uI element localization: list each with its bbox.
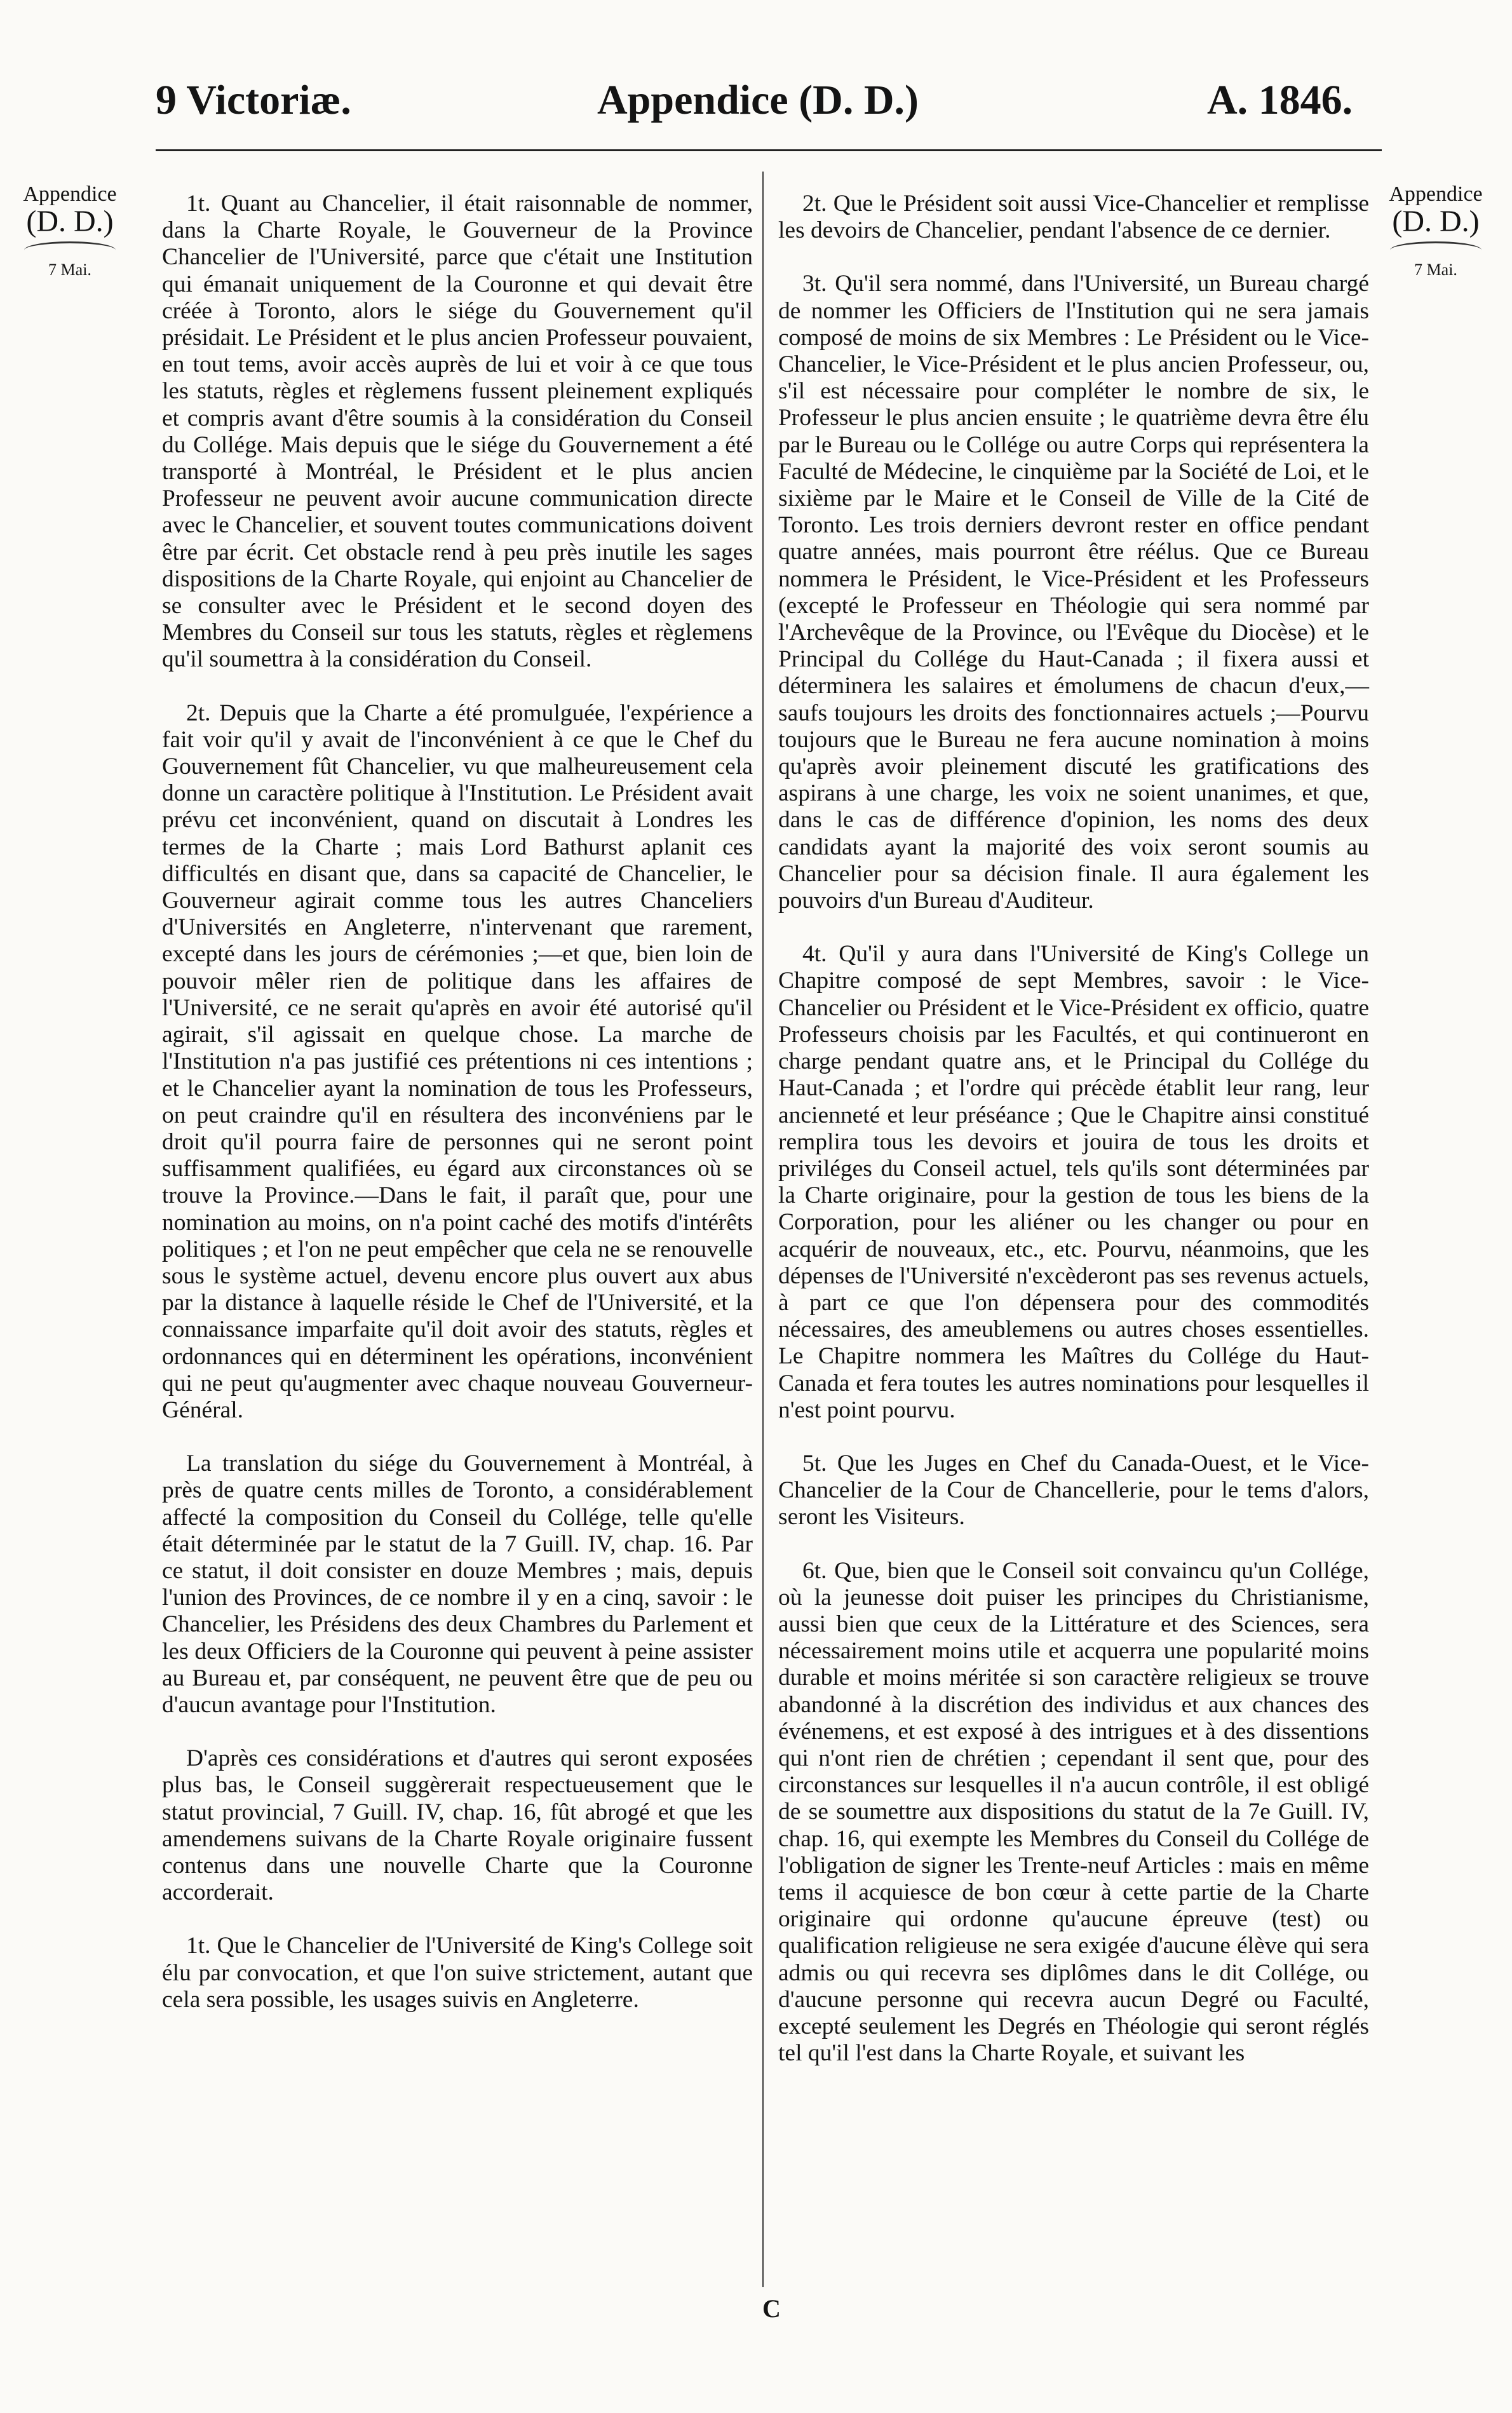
margin-note-right <box>1379 183 1493 278</box>
page-header <box>0 76 1512 146</box>
right-column <box>778 191 1369 2072</box>
header-year: A. 1846. <box>1207 77 1353 123</box>
margin-note-date: 7 Mai. <box>1414 260 1457 280</box>
margin-note-title: Appendice <box>23 182 117 206</box>
margin-note-code: (D. D.) <box>26 204 114 238</box>
paragraph: 2t. Que le Président soit aussi Vice-Chancelier et remplisse les devoirs de Chancelier, pendant l'absence de ce dernier. <box>778 191 1369 244</box>
margin-note-title: Appendice <box>1389 182 1483 206</box>
margin-brace <box>1390 241 1482 259</box>
paragraph: 4t. Qu'il y aura dans l'Université de King's College un Chapitre composé de sept Membres, savoir : le Vice-Chancelier ou Président et le Vice-Président ex officio, quatre Professeurs choisis par les Facultés, et qui continueront en charge pendant quatre ans, et le Principal du Collége du Haut-Canada ; et l'ordre qui précède établit leur rang, leur ancienneté et leur préséance ; Que le Chapitre ainsi constitué remplira tous les devoirs et jouira de tous les droits et priviléges du Conseil actuel, tels qu'ils sont déterminées par la Charte originaire, pour la gestion de tous les biens de la Corporation, pour les aliéner ou les changer ou pour en acquérir de nouveaux, etc., etc. Pourvu, néanmoins, que les dépenses de l'Université n'excèderont pas ses revenus actuels, à part ce que l'on dépensera pour des commodités nécessaires, des ameublemens ou autres choses essentielles. Le Chapitre nommera les Maîtres du Collége du Haut-Canada et fera toutes les autres nominations pour lesquelles il n'est point pourvu. <box>778 941 1369 1423</box>
paragraph: D'après ces considérations et d'autres qui seront exposées plus bas, le Conseil suggèrerait respectueusement que le statut provincial, 7 Guill. IV, chap. 16, fût abrogé et que les amendemens suivans de la Charte Royale originaire fussent contenus dans une nouvelle Charte que la Couronne accorderait. <box>162 1745 753 1906</box>
header-title: Appendice (D. D.) <box>597 77 919 123</box>
paragraph: 1t. Quant au Chancelier, il était raisonnable de nommer, dans la Charte Royale, le Gouverneur de la Province Chancelier de l'Université, parce que c'était une Institution qui émanait uniquement de la Couronne et qui devait être créée à Toronto, alors le siége du Gouvernement qu'il présidait. Le Président et le plus ancien Professeur pouvaient, en tout tems, avoir accès auprès de lui et voir à ce que tous les statuts, règles et règlemens fussent pleinement expliqués et compris avant d'être soumis à la considération du Conseil du Collége. Mais depuis que le siége du Gouvernement a été transporté à Montréal, le Président et le plus ancien Professeur ne peuvent avoir aucune communication directe avec le Chancelier, et souvent toutes communications doivent être par écrit. Cet obstacle rend à peu près inutile les sages dispositions de la Charte Royale, qui enjoint au Chancelier de se consulter avec le Président et le second doyen des Membres du Conseil sur tous les statuts, règles et règlemens qu'il soumettra à la considération du Conseil. <box>162 191 753 673</box>
margin-note-left <box>13 183 127 278</box>
paragraph: 6t. Que, bien que le Conseil soit convaincu qu'un Collége, où la jeunesse doit puiser les principes du Christianisme, aussi bien que ceux de la Littérature et des Sciences, sera nécessairement moins utile et acquerra une popularité moins durable et moins méritée si son caractère religieux se trouve abandonné à la discrétion des individus et aux chances des événemens, et est exposé à des intrigues et à des dissentions qui n'ont rien de chrétien ; cependant il sent que, pour des circonstances sur lesquelles il n'a aucun contrôle, il est obligé de se soumettre aux dispositions du statut de la 7e Guill. IV, chap. 16, qui exempte les Membres du Conseil du Collége de l'obligation de signer les Trente-neuf Articles : mais en même tems il acquiesce de bon cœur à cette partie de la Charte originaire qui ordonne qu'aucune épreuve (test) ou qualification religieuse ne sera exigée d'aucune élève qui sera admis ou qui recevra ses diplômes dans le dit Collége, ou d'aucune personne qui recevra aucun Degré ou Faculté, excepté seulement les Degrés en Théologie qui seront réglés tel qu'il l'est dans la Charte Royale, et suivant les <box>778 1557 1369 2067</box>
header-session: 9 Victoriæ. <box>156 77 351 123</box>
paragraph: 5t. Que les Juges en Chef du Canada-Ouest, et le Vice-Chancelier de la Cour de Chancellerie, pour le tems d'alors, seront les Visiteurs. <box>778 1450 1369 1531</box>
header-rule <box>156 149 1382 151</box>
paragraph: 3t. Qu'il sera nommé, dans l'Université, un Bureau chargé de nommer les Officiers de l'Institution qui ne sera jamais composé de moins de six Membres : Le Président ou le Vice-Chancelier, le Vice-Président et le plus ancien Professeur, ou, s'il est nécessaire pour compléter le nombre de six, le Professeur le plus ancien ensuite ; le quatrième devra être élu par le Bureau ou le Collége ou autre Corps qui représentera la Faculté de Médecine, le cinquième par la Société de Loi, et le sixième par le Maire et le Conseil de Ville de la Cité de Toronto. Les trois derniers devront rester en office pendant quatre années, mais pourront être réélus. Que ce Bureau nommera le Président, le Vice-Président et les Professeurs (excepté le Professeur en Théologie qui sera nommé par l'Archevêque de la Province, ou l'Evêque du Diocèse) et le Principal du Collége du Haut-Canada ; il fixera aussi et déterminera les salaires et émolumens de chacun d'eux,—saufs toujours les droits des fonctionnaires actuels ;—Pourvu toujours que le Bureau ne fera aucune nomination à moins qu'après avoir pleinement discuté les gratifications des aspirans à une charge, les voix ne soient unanimes, et que, dans le cas de différence d'opinion, les noms des deux candidats ayant la majorité des voix seront soumis au Chancelier pour sa décision finale. Il aura également les pouvoirs d'un Bureau d'Auditeur. <box>778 271 1369 914</box>
signature-mark: C <box>762 2294 781 2323</box>
paragraph: 2t. Depuis que la Charte a été promulguée, l'expérience a fait voir qu'il y avait de l'inconvénient à ce que le Chef du Gouvernement fût Chancelier, vu que malheureusement cela donne un caractère politique à l'Institution. Le Président avait prévu cet inconvénient, quand on discutait à Londres les termes de la Charte ; mais Lord Bathurst aplanit ces difficultés en disant que, dans sa capacité de Chancelier, le Gouverneur agirait comme tous les autres Chanceliers d'Universités en Angleterre, n'intervenant que rarement, excepté dans les jours de cérémonies ;—et que, bien loin de pouvoir mêler rien de politique dans les affaires de l'Université, ce ne serait qu'après en avoir été autorisé qu'il agirait, s'il agissait en quelque chose. La marche de l'Institution n'a pas justifié ces prétentions ni ces intentions ; et le Chancelier ayant la nomination de tous les Professeurs, on peut craindre qu'il en résultera des inconvéniens par le droit qu'il pourra faire de personnes qui ne seront point suffisamment qualifiées, eu égard aux circonstances où se trouve la Province.—Dans le fait, il paraît que, pour une nomination au moins, on n'a point caché des motifs d'intérêts politiques ; et l'on ne peut empêcher que cela ne se renouvelle sous le système actuel, devenu encore plus ouvert aux abus par la distance à laquelle réside le Chef de l'Université, et la connaissance imparfaite qu'il doit avoir des statuts, règles et ordonnances qui en déterminent les opérations, inconvénient qui ne peut qu'augmenter avec chaque nouveau Gouverneur-Général. <box>162 700 753 1423</box>
margin-note-code: (D. D.) <box>1392 204 1480 238</box>
left-column <box>162 191 753 2018</box>
margin-note-date: 7 Mai. <box>48 260 91 280</box>
margin-brace <box>24 241 116 259</box>
paragraph: La translation du siége du Gouvernement à Montréal, à près de quatre cents milles de Toronto, a considérablement affecté la composition du Conseil du Collége, telle qu'elle était déterminée par le statut de la 7 Guill. IV, chap. 16. Par ce statut, il doit consister en douze Membres ; mais, depuis l'union des Provinces, de ce nombre il y en a cinq, savoir : le Chancelier, les Présidens des deux Chambres du Parlement et les deux Officiers de la Couronne qui peuvent à peine assister au Bureau et, par conséquent, ne peuvent être que de peu ou d'aucun avantage pour l'Institution. <box>162 1450 753 1718</box>
paragraph: 1t. Que le Chancelier de l'Université de King's College soit élu par convocation, et que l'on suive strictement, autant que cela sera possible, les usages suivis en Angleterre. <box>162 1933 753 2013</box>
column-divider <box>762 172 764 2287</box>
